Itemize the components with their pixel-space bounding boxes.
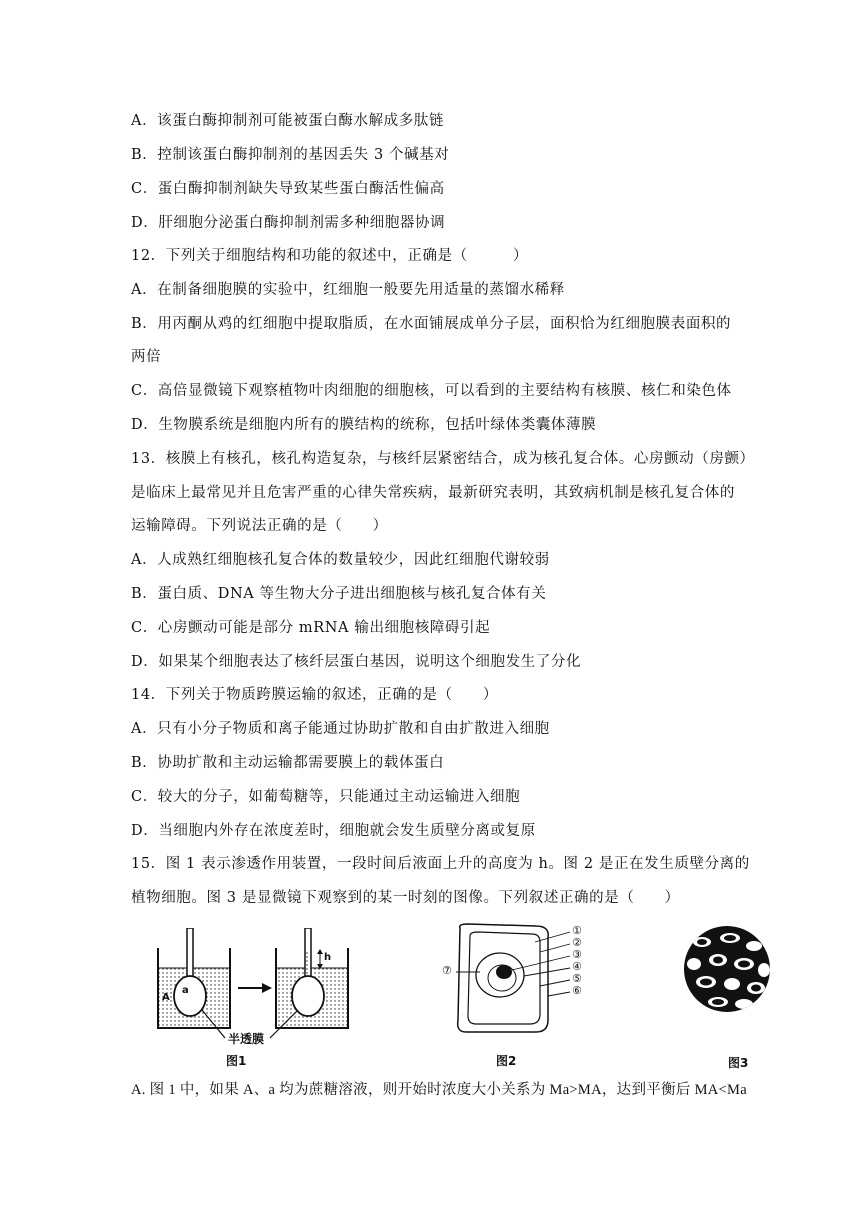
figure-row <box>150 920 750 1070</box>
option-12b-cont: 两倍 <box>131 349 162 365</box>
figure-1-label-A: A <box>162 992 170 1003</box>
option-12d: D．生物膜系统是细胞内所有的膜结构的统称，包括叶绿体类囊体薄膜 <box>131 417 597 433</box>
option-13d: D．如果某个细胞表达了核纤层蛋白基因，说明这个细胞发生了分化 <box>131 654 582 670</box>
figure-1-label-a: a <box>182 985 189 996</box>
question-15-stem-2: 植物细胞。图 3 是显微镜下观察到的某一时刻的图像。下列叙述正确的是（ ） <box>131 890 680 906</box>
option-13a: A．人成熟红细胞核孔复合体的数量较少，因此红细胞代谢较弱 <box>131 552 550 568</box>
figure-1-caption: 图1 <box>226 1054 247 1068</box>
question-14-stem: 14．下列关于物质跨膜运输的叙述，正确的是（ ） <box>131 687 498 703</box>
figure-2-label-6: ⑥ <box>572 984 582 997</box>
option-11b: B．控制该蛋白酶抑制剂的基因丢失 3 个碱基对 <box>131 147 450 163</box>
option-14b: B．协助扩散和主动运输都需要膜上的载体蛋白 <box>131 755 445 771</box>
question-13-stem-3: 运输障碍。下列说法正确的是（ ） <box>131 518 388 534</box>
figure-2-label-3: ③ <box>572 948 582 961</box>
figure-3-caption: 图3 <box>728 1056 749 1070</box>
question-12-stem: 12．下列关于细胞结构和功能的叙述中，正确是（ ） <box>131 248 529 264</box>
option-13c: C．心房颤动可能是部分 mRNA 输出细胞核障碍引起 <box>131 620 491 636</box>
question-13-stem-2: 是临床上最常见并且危害严重的心律失常疾病，最新研究表明，其致病机制是核孔复合体的 <box>131 485 735 501</box>
option-11c: C．蛋白酶抑制剂缺失导致某些蛋白酶活性偏高 <box>131 181 445 197</box>
option-14a: A．只有小分子物质和离子能通过协助扩散和自由扩散进入细胞 <box>131 721 550 737</box>
figure-2-label-4: ④ <box>572 960 582 973</box>
figure-1-label-h: h <box>324 952 332 963</box>
figure-2-caption: 图2 <box>496 1054 517 1068</box>
option-14d: D．当细胞内外存在浓度差时，细胞就会发生质壁分离或复原 <box>131 823 536 839</box>
option-14c: C．较大的分子，如葡萄糖等，只能通过主动运输进入细胞 <box>131 789 521 805</box>
question-15-stem: 15．图 1 表示渗透作用装置，一段时间后液面上升的高度为 h。图 2 是正在发生质壁分离的 <box>131 856 750 872</box>
figure-2-label-7: ⑦ <box>442 964 452 977</box>
option-12c: C．高倍显微镜下观察植物叶肉细胞的细胞核，可以看到的主要结构有核膜、核仁和染色体 <box>131 383 732 399</box>
question-13-stem: 13．核膜上有核孔，核孔构造复杂，与核纤层紧密结合，成为核孔复合体。心房颤动（房颤） <box>131 451 755 467</box>
figure-3-microscope-view <box>682 924 772 1014</box>
option-12b: B．用丙酮从鸡的红细胞中提取脂质，在水面铺展成单分子层，面积恰为红细胞膜表面积的 <box>131 316 732 332</box>
figure-1-membrane-label: 半透膜 <box>228 1032 265 1046</box>
figure-2-label-2: ② <box>572 936 582 949</box>
option-11a: A．该蛋白酶抑制剂可能被蛋白酶水解成多肽链 <box>131 113 445 129</box>
option-12a: A．在制备细胞膜的实验中，红细胞一般要先用适量的蒸馏水稀释 <box>131 282 565 298</box>
figure-2-label-5: ⑤ <box>572 972 582 985</box>
figure-2-label-1: ① <box>572 924 582 937</box>
option-13b: B．蛋白质、DNA 等生物大分子进出细胞核与核孔复合体有关 <box>131 586 547 602</box>
option-11d: D．肝细胞分泌蛋白酶抑制剂需多种细胞器协调 <box>131 215 446 231</box>
option-15a: A. 图 1 中，如果 A、a 均为蔗糖溶液，则开始时浓度大小关系为 Ma>MA，达到平衡后 MA<Ma <box>131 1082 747 1098</box>
